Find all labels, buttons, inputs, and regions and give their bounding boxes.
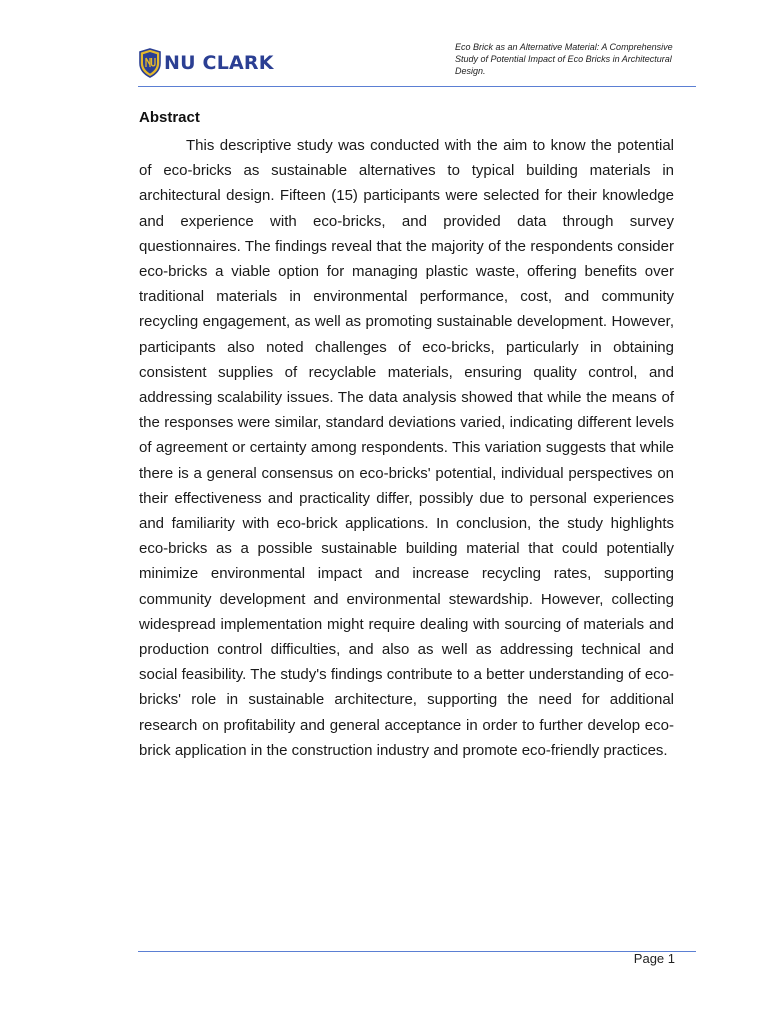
abstract-paragraph: This descriptive study was conducted with the aim to know the potential of eco-bricks as sustainable alternatives to typical building materials in architectural design. Fifteen (15) participants were selected for their knowledge and experience with eco-bricks, and provided data through survey questionnaires. The findings reveal that the majority of the respondents consider eco-bricks a viable option for managing plastic waste, offering benefits over traditional materials in environmental performance, cost, and community recycling engagement, as well as promoting sustainable development. However, participants also noted challenges of eco-bricks, particularly in obtaining consistent supplies of recyclable materials, ensuring quality control, and addressing scalability issues. The data analysis showed that while the means of the responses were similar, standard deviations varied, indicating different levels of agreement or certainty among respondents. This variation suggests that while there is a general consensus on eco-bricks' potential, individual perspectives on their effectiveness and practicality differ, possibly due to personal experiences and familiarity with eco-brick applications. In conclusion, the study highlights eco-bricks as a possible sustainable building material that could potentially minimize environmental impact and increase recycling rates, supporting community development and environmental stewardship. However, collecting widespread implementation might require dealing with sourcing of materials and production control difficulties, and also as well as addressing technical and social feasibility. The study's findings contribute to a better understanding of eco-bricks' role in sustainable architecture, supporting the need for additional research on profitability and general acceptance in order to further develop eco-brick application in the construction industry and promote eco-friendly practices.: [139, 137, 674, 759]
footer-divider: [138, 951, 696, 952]
logo-text: NU CLARK: [164, 52, 274, 74]
section-heading: Abstract: [139, 109, 200, 126]
header-divider: [138, 86, 696, 87]
page-header: [138, 38, 696, 88]
page-number: Page 1: [633, 951, 675, 966]
nu-clark-logo: [138, 48, 274, 78]
nu-shield-icon: [138, 48, 162, 78]
running-title: Eco Brick as an Alternative Material: A Comprehensive Study of Potential Impact of Eco Bricks in Architectural Design.: [455, 42, 673, 76]
